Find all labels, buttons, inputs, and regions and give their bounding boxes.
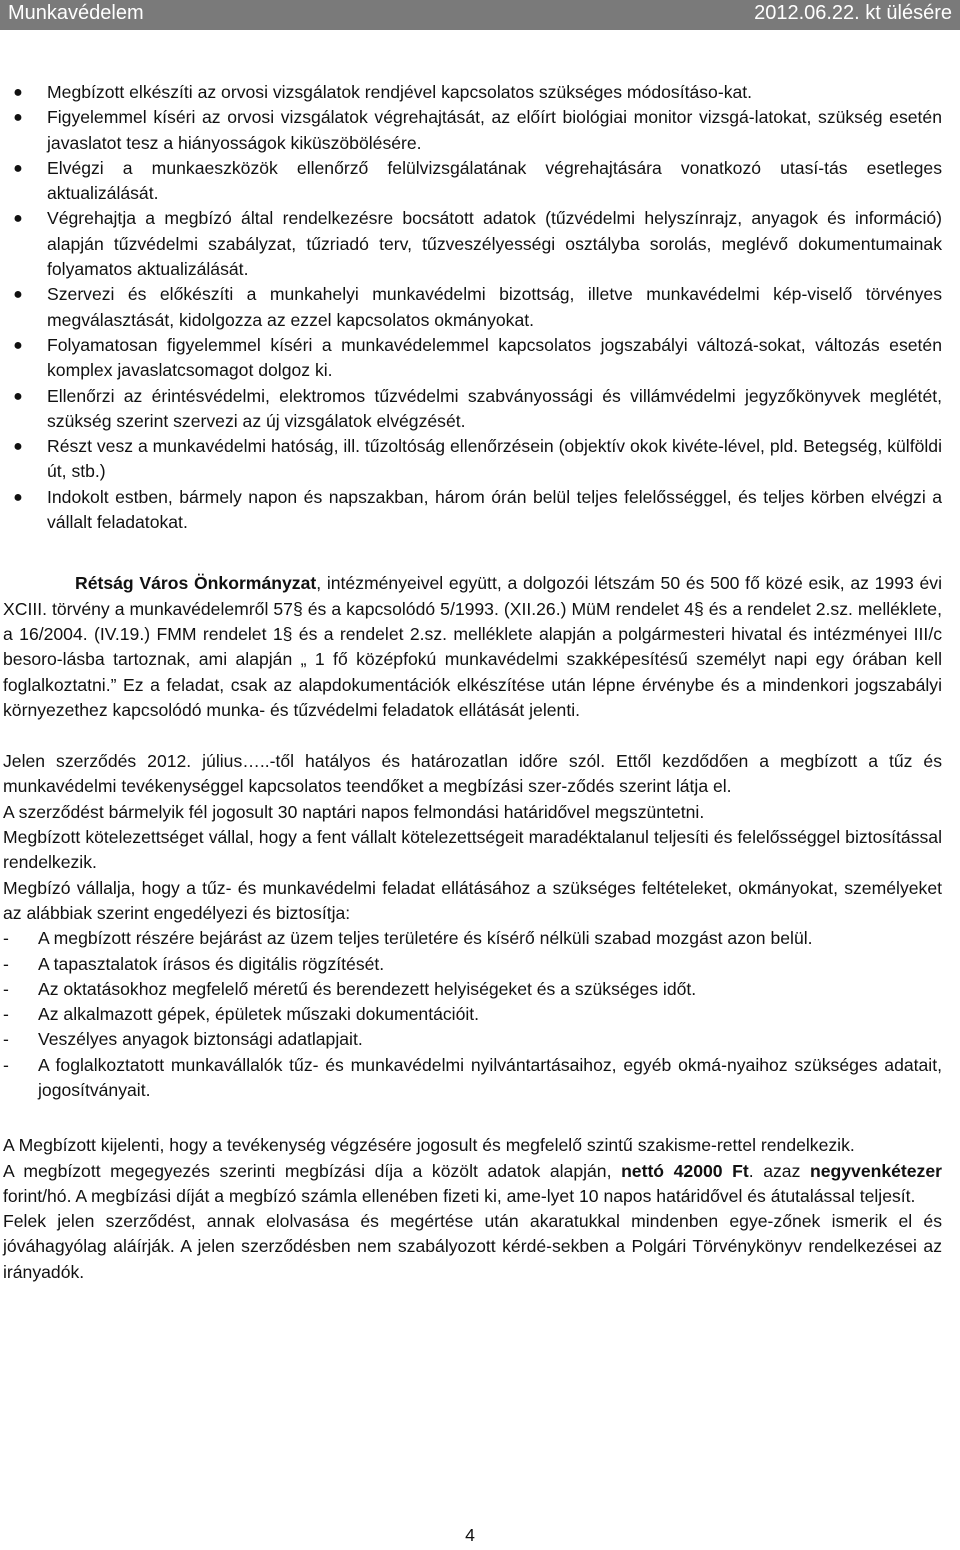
page-header	[0, 0, 960, 30]
list-item: ● Folyamatosan figyelemmel kíséri a munkavédelemmel kapcsolatos jogszabályi változá-sokat, változás esetén komplex javaslatcsomagot dolgoz ki.	[13, 334, 942, 381]
paragraph-fee: A megbízott megegyezés szerinti megbízási díja a közölt adatok alapján, nettó 42000 Ft. azaz negyvenkétezer forint/hó. A megbízási díját a megbízó számla ellenében fizeti ki, ame-lyet 10 napos határidővel és átutalással teljesít.	[3, 1160, 942, 1206]
bullet-icon: ●	[13, 109, 23, 127]
municipality-name: Rétság Város Önkormányzat	[75, 573, 317, 594]
document-body	[0, 80, 960, 1285]
paragraph-client-provides: Megbízó vállalja, hogy a tűz- és munkavédelmi feladat ellátásához a szükséges feltételeket, okmányokat, személyeket az alábbiak szerint engedélyezi és biztosítja:	[3, 877, 942, 923]
paragraph-effective-date: Jelen szerződés 2012. július…..-től hatályos és határozatlan időre szól. Ettől kezdődően a megbízott a tűz és munkavédelmi tevékenységgel kapcsolatos teendőket a megbízási szer-ződés szerint látja el.	[3, 751, 942, 797]
bullet-icon: ●	[13, 84, 23, 101]
fee-amount: nettó 42000 Ft	[621, 1160, 749, 1181]
header-date: 2012.06.22. kt ülésére	[754, 2, 952, 24]
paragraph-signature-clause: Felek jelen szerződést, annak elolvasása és megértése után akaratukkal mindenben egye-zőnek ismerik el és jóváhagyólag aláírják. A jelen szerződésben nem szabályozott kérdé-sekben a Polgári Törvénykönyv rendelkezései az irányadók.	[3, 1211, 942, 1282]
spacer	[0, 1103, 960, 1127]
list-item: ● Szervezi és előkészíti a munkahelyi munkavédelmi bizottság, illetve munkavédelmi kép-viselő törvényes megválasztását, kidolgozza az ezzel kapcsolatos okmányokat.	[13, 284, 942, 330]
list-item: ● Figyelemmel kíséri az orvosi vizsgálatok végrehajtását, az előírt biológiai monitor vizsgá-latokat, szükség esetén javaslatot tesz a hiányosságok kiküszöbölésére.	[13, 107, 942, 153]
list-item: ● Végrehajtja a megbízó által rendelkezésre bocsátott adatok (tűzvédelmi helyszínrajz, anyagok és információ) alapján tűzvédelmi szabályzat, tűzriadó terv, tűzveszélyességi osztályba sorolás, meglévő dokumentumainak folyamatos aktualizálását.	[13, 208, 942, 280]
list-item: - A foglalkoztatott munkavállalók tűz- és munkavédelmi nyilvántartásaihoz, egyéb okmá-nyaihoz szükséges adatait, jogosítványait.	[3, 1054, 942, 1100]
retsag-paragraph: Rétság Város Önkormányzat, intézményeivel együtt, a dolgozói létszám 50 és 500 fő közé esik, az 1993 évi XCIII. törvény a munkavédelemről 57§ és a kapcsolódó 5/1993. (XII.26.) MüM rendelet 4§ és a rendelet 2.sz. melléklete, a 16/2004. (IV.19.) FMM rendelet 1§ és a rendelet 2.sz. melléklete alapján a polgármesteri hivatal és intézményei III/c besoro-lásba tartoznak, ami alapján „ 1 fő középfokú munkavédelmi szakképesítésű személyt napi egy órában kell foglalkoztatni.” Ez a feladat, csak az alapdokumentációk elkészítése után lépne érvénybe és a mindenkori jogszabályi környezethez kapcsolódó munka- és tűzvédelmi feladatok ellátását jelenti.	[3, 573, 942, 720]
list-item: ● Indokolt estben, bármely napon és napszakban, három órán belül teljes felelősséggel, és teljes körben elvégzi a vállalt feladatokat.	[13, 486, 942, 533]
list-item: ● Megbízott elkészíti az orvosi vizsgálatok rendjével kapcsolatos szükséges módosításo-kat.	[0, 80, 960, 105]
paragraph-termination: A szerződést bármelyik fél jogosult 30 naptári napos felmondási határidővel megszüntetni.	[3, 801, 705, 822]
bullet-icon: ●	[13, 210, 23, 228]
bullet-icon: ●	[13, 438, 23, 456]
spacer	[0, 535, 960, 559]
header-title: Munkavédelem	[8, 2, 144, 24]
bullet-icon: ●	[13, 387, 23, 405]
list-item: - A megbízott részére bejárást az üzem teljes területére és kísérő nélküli szabad mozgást azon belül.	[3, 928, 813, 949]
paragraph-obligation: Megbízott kötelezettséget vállal, hogy a fent vállalt kötelezettségeit maradéktalanul teljesíti és felelősséggel biztosítással rendelkezik.	[3, 827, 942, 873]
list-item: - Veszélyes anyagok biztonsági adatlapjait.	[3, 1029, 363, 1050]
list-item: ● Elvégzi a munkaeszközök ellenőrző felülvizsgálatának végrehajtására vonatkozó utasí-tás esetleges aktualizálását.	[13, 157, 942, 204]
list-item: - A tapasztalatok írásos és digitális rögzítését.	[3, 953, 385, 974]
bullet-icon: ●	[13, 286, 23, 304]
paragraph-declaration: A Megbízott kijelenti, hogy a tevékenység végzésére jogosult és megfelelő szintű szakisme-rettel rendelkezik.	[3, 1135, 855, 1156]
fee-amount-words: negyvenkétezer	[809, 1160, 942, 1181]
list-item: - Az oktatásokhoz megfelelő méretű és berendezett helyiségeket és a szükséges időt.	[3, 978, 697, 999]
page-number: 4	[465, 1525, 475, 1545]
bullet-icon: ●	[13, 488, 23, 506]
list-item: ● Részt vesz a munkavédelmi hatóság, ill. tűzoltóság ellenőrzésein (objektív okok kivéte-lével, pld. Betegség, külföldi út, stb.)	[13, 436, 942, 482]
list-item: ● Ellenőrzi az érintésvédelmi, elektromos tűzvédelmi szabványossági és villámvédelmi jegyzőkönyvek meglétét, szükség szerint szervezi az új vizsgálatok elvégzését.	[13, 385, 942, 431]
bullet-icon: ●	[13, 159, 23, 177]
bullet-icon: ●	[13, 336, 23, 354]
list-item: - Az alkalmazott gépek, épületek műszaki dokumentációit.	[3, 1004, 480, 1025]
spacer	[0, 723, 960, 747]
provisions-list	[0, 926, 960, 1103]
duties-list	[0, 80, 960, 535]
